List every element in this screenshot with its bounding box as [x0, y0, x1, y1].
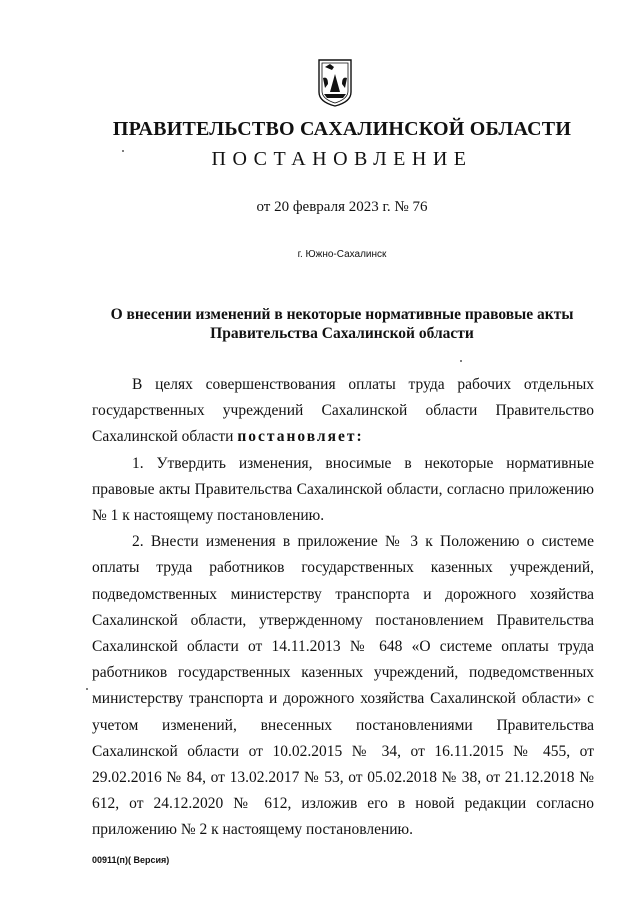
- title-line-1: О внесении изменений в некоторые нормативные правовые акты: [110, 306, 574, 323]
- clause-2-paragraph: 2. Внести изменения в приложение № 3 к Положению о системе оплаты труда работников государственных казенных учреждений, подведомственных министерству транспорта и дорожного хозяйства Сахалинской области, утвержденному постановлением Правительства Сахалинской области от 14.11.2013 № 648 «О системе оплаты труда работников государственных казенных учреждений, подведомственных министерству транспорта и дорожного хозяйства Сахалинской области» с учетом изменений, внесенных постановлениями Правительства Сахалинской области от 10.02.2015 № 34, от 16.11.2015 № 455, от 29.02.2016 № 84, от 13.02.2017 № 53, от 05.02.2018 № 38, от 21.12.2018 № 612, от 24.12.2020 № 612, изложив его в новой редакции согласно приложению № 2 к настоящему постановлению.: [92, 533, 594, 839]
- decision-word: постановляет:: [237, 428, 364, 446]
- scan-speck: [86, 688, 88, 690]
- preamble-paragraph: [92, 372, 594, 451]
- city-name: г. Южно-Сахалинск: [297, 249, 387, 260]
- document-body: [92, 372, 594, 844]
- document-type: ПОСТАНОВЛЕНИЕ: [211, 148, 473, 170]
- document-code: 00911(п)( Версия): [92, 855, 170, 865]
- clause-1-paragraph: 1. Утвердить изменения, вносимые в некоторые нормативные правовые акты Правительства Сахалинской области, согласно приложению № 1 к настоящему постановлению.: [92, 454, 594, 525]
- preamble-text: В целях совершенствования оплаты труда рабочих отдельных государственных учреждений Сахалинской области Правительство Сахалинской области: [92, 376, 594, 446]
- scan-speck: [460, 360, 462, 362]
- date-and-number: от 20 февраля 2023 г. № 76: [256, 199, 428, 215]
- document-title: [92, 305, 592, 343]
- coat-of-arms-icon: [316, 58, 354, 108]
- scan-speck: [122, 150, 124, 152]
- title-line-2: Правительства Сахалинской области: [210, 325, 474, 342]
- government-name: ПРАВИТЕЛЬСТВО САХАЛИНСКОЙ ОБЛАСТИ: [112, 118, 572, 140]
